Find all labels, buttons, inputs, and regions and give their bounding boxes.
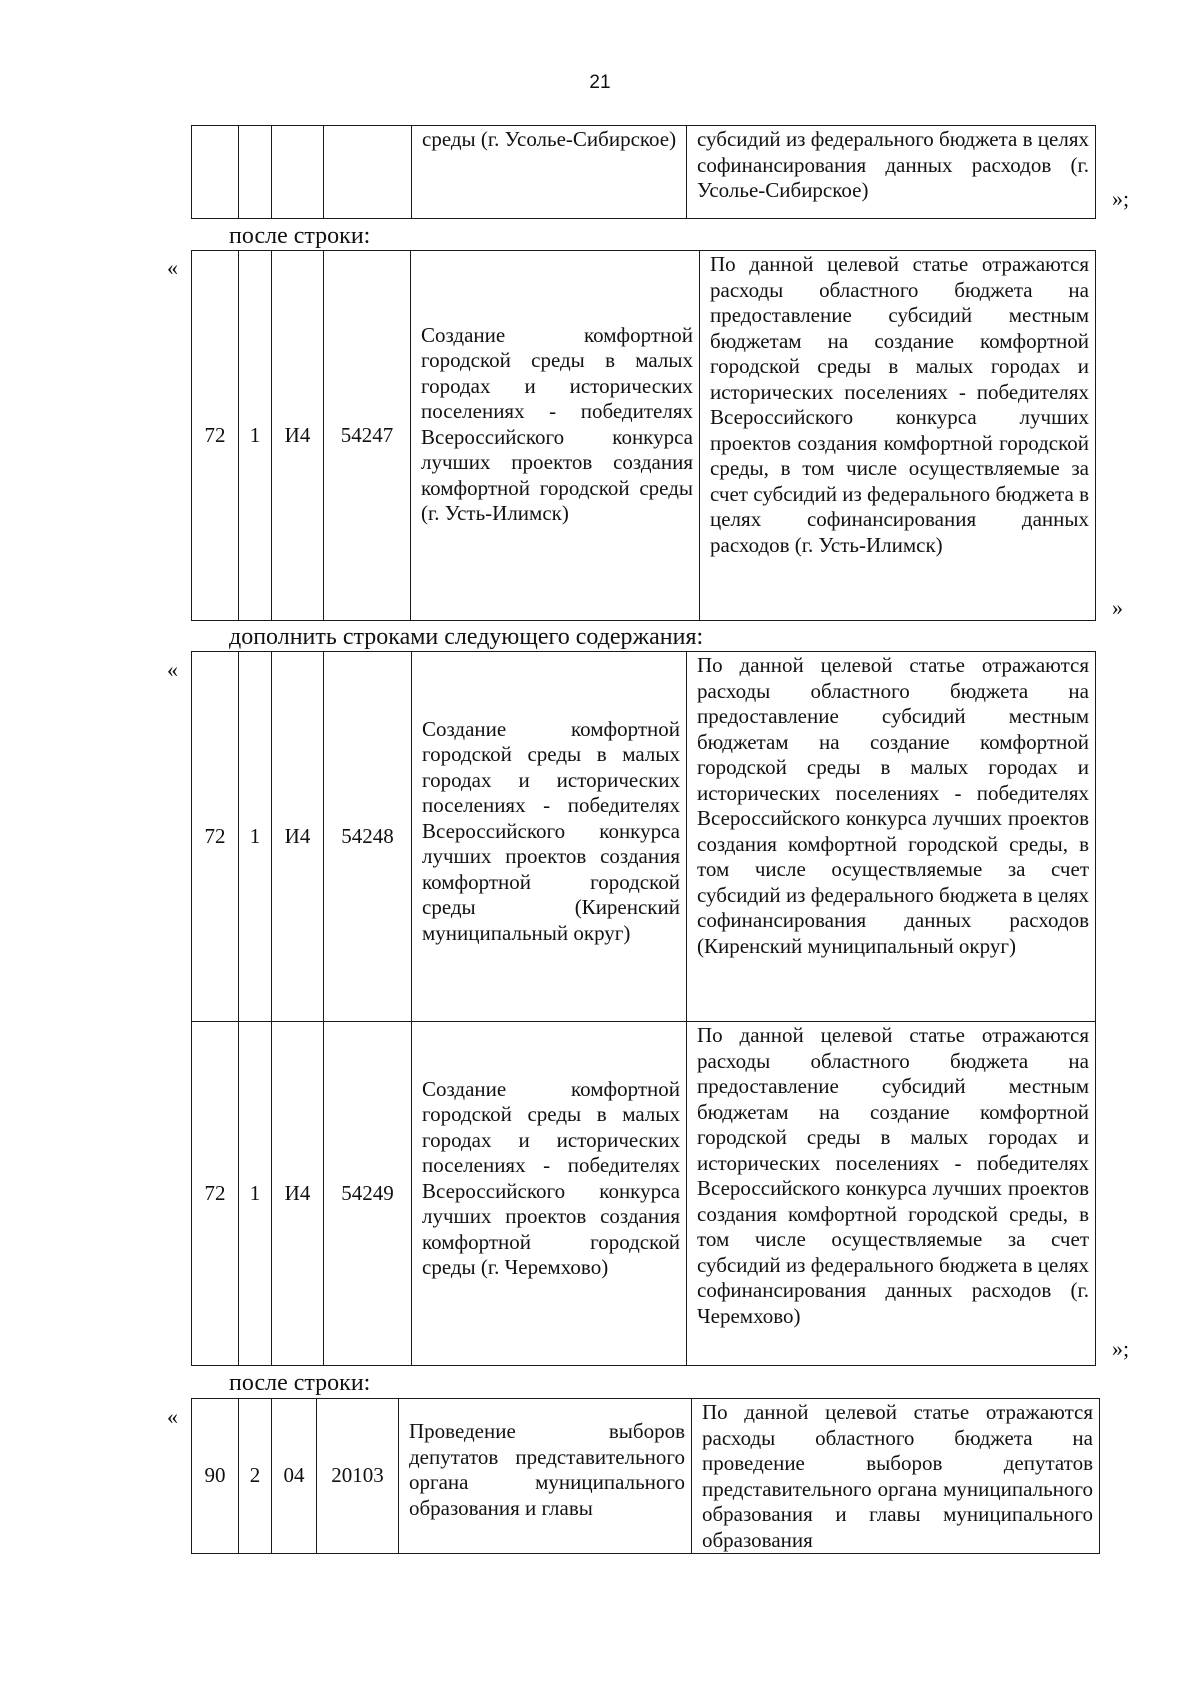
cell-code-2: 1	[239, 652, 272, 1022]
opening-quote: «	[167, 1404, 178, 1429]
cell-name: Проведение выборов депутатов представительного органа муниципального образования и главы	[399, 1399, 692, 1554]
cell-code-1: 90	[192, 1399, 239, 1554]
cell-code-4: 54249	[324, 1022, 412, 1366]
cell-code-4: 20103	[317, 1399, 399, 1554]
cell-code-4: 54248	[324, 652, 412, 1022]
cell-code-2: 2	[239, 1399, 272, 1554]
cell-code-1	[192, 126, 239, 219]
instruction-after-row: после строки:	[229, 1370, 371, 1396]
cell-code-3: И4	[272, 1022, 324, 1366]
cell-code-3: 04	[272, 1399, 317, 1554]
cell-code-2: 1	[239, 1022, 272, 1366]
cell-description: По данной целевой статье отражаются расходы областного бюджета на предоставление субсидий местным бюджетам на создание комфортной городской среды в малых городах и исторических поселениях - победителях Всероссийского конкурса лучших проектов создания комфортной городской среды, в том числе осуществляемые за счет субсидий из федерального бюджета в целях софинансирования данных расходов (г. Черемхово)	[687, 1022, 1096, 1366]
cell-code-1: 72	[192, 1022, 239, 1366]
cell-code-2: 1	[239, 251, 272, 621]
cell-code-3	[272, 126, 324, 219]
cell-code-3: И4	[272, 251, 324, 621]
opening-quote: «	[167, 255, 178, 280]
closing-quote: »	[1112, 595, 1123, 620]
cell-code-2	[239, 126, 272, 219]
closing-quote: »;	[1112, 186, 1130, 211]
table-added-rows	[191, 651, 1096, 1366]
cell-code-1: 72	[192, 652, 239, 1022]
instruction-add-rows: дополнить строками следующего содержания:	[229, 624, 704, 650]
cell-name: Создание комфортной городской среды в малых городах и исторических поселениях - победителях Всероссийского конкурса лучших проектов создания комфортной городской среды (Киренский муниципальный округ)	[412, 652, 687, 1022]
cell-code-3: И4	[272, 652, 324, 1022]
cell-code-4	[324, 126, 412, 219]
cell-description: По данной целевой статье отражаются расходы областного бюджета на предоставление субсидий местным бюджетам на создание комфортной городской среды в малых городах и исторических поселениях - победителях Всероссийского конкурса лучших проектов создания комфортной городской среды, в том числе осуществляемые за счет субсидий из федерального бюджета в целях софинансирования данных расходов (г. Усть-Илимск)	[700, 251, 1096, 621]
table-row	[192, 1022, 1096, 1366]
cell-description: субсидий из федерального бюджета в целях софинансирования данных расходов (г. Усолье-Сибирское)	[687, 126, 1096, 219]
cell-code-1: 72	[192, 251, 239, 621]
closing-quote: »;	[1112, 1336, 1130, 1361]
table-after-row	[191, 250, 1096, 621]
table-after-row-2	[191, 1398, 1100, 1554]
opening-quote: «	[167, 657, 178, 682]
cell-description: По данной целевой статье отражаются расходы областного бюджета на проведение выборов депутатов представительного органа муниципального образования и главы муниципального образования	[692, 1399, 1100, 1554]
page-number: 21	[589, 72, 611, 93]
cell-name: среды (г. Усолье-Сибирское)	[412, 126, 687, 219]
cell-name: Создание комфортной городской среды в малых городах и исторических поселениях - победителях Всероссийского конкурса лучших проектов создания комфортной городской среды (г. Усть-Илимск)	[411, 251, 700, 621]
table-row	[192, 251, 1096, 621]
table-continuation	[191, 125, 1096, 219]
table-row	[192, 652, 1096, 1022]
cell-code-4: 54247	[324, 251, 411, 621]
instruction-after-row: после строки:	[229, 223, 371, 249]
cell-description: По данной целевой статье отражаются расходы областного бюджета на предоставление субсидий местным бюджетам на создание комфортной городской среды в малых городах и исторических поселениях - победителях Всероссийского конкурса лучших проектов создания комфортной городской среды, в том числе осуществляемые за счет субсидий из федерального бюджета в целях софинансирования данных расходов (Киренский муниципальный округ)	[687, 652, 1096, 1022]
cell-name: Создание комфортной городской среды в малых городах и исторических поселениях - победителях Всероссийского конкурса лучших проектов создания комфортной городской среды (г. Черемхово)	[412, 1022, 687, 1366]
table-row	[192, 1399, 1100, 1554]
table-row	[192, 126, 1096, 219]
